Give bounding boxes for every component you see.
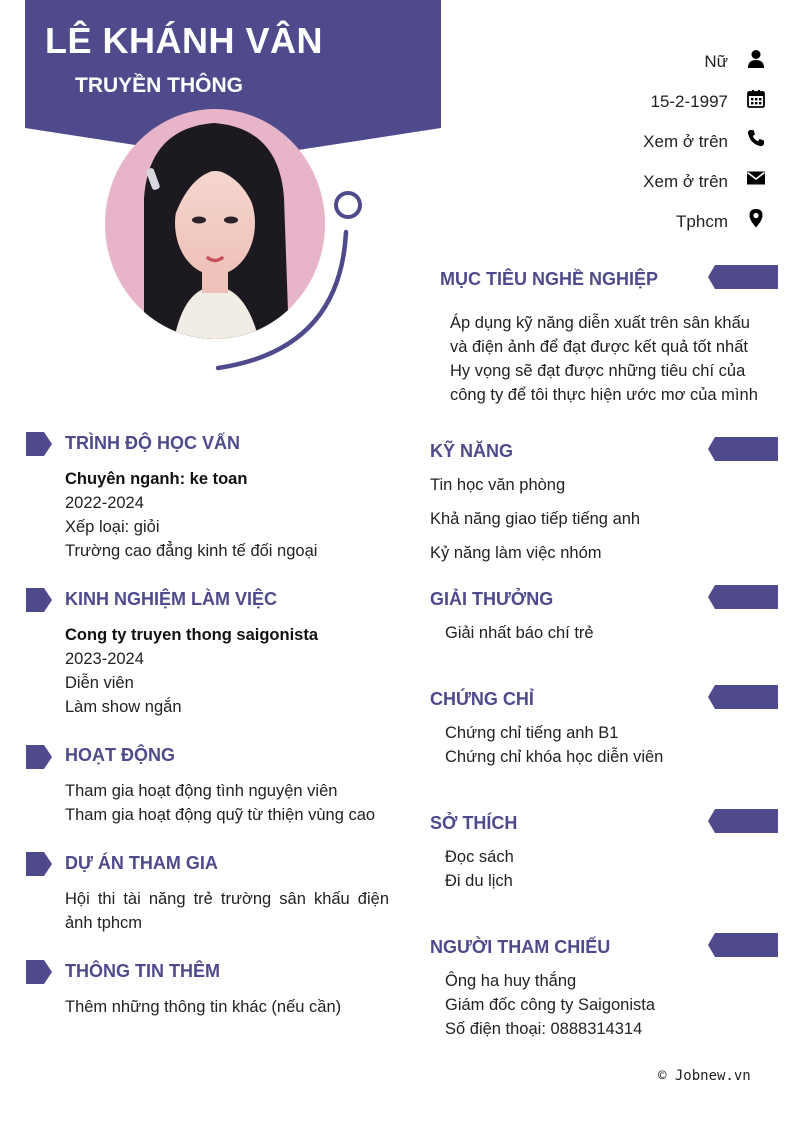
certificates-heading: CHỨNG CHỈ: [430, 689, 534, 709]
education-school: Trường cao đẳng kinh tế đối ngoại: [65, 542, 318, 560]
reference-item: Ông ha huy thắng: [445, 972, 577, 990]
phone-icon: [746, 128, 766, 148]
candidate-title: TRUYỀN THÔNG: [75, 74, 243, 97]
experience-heading: KINH NGHIỆM LÀM VIỆC: [65, 589, 278, 609]
section-tag: [708, 933, 778, 957]
activity-item: Tham gia hoạt động tình nguyện viên: [65, 782, 338, 800]
experience-position: Diễn viên: [65, 674, 134, 692]
award-item: Giải nhất báo chí trẻ: [445, 624, 594, 642]
skill-item: Kỷ năng làm việc nhóm: [430, 544, 602, 562]
candidate-name: LÊ KHÁNH VÂN: [45, 20, 324, 61]
experience-content: [65, 623, 318, 719]
awards-heading: GIẢI THƯỞNG: [430, 589, 554, 609]
hobby-item: Đi du lịch: [445, 872, 513, 890]
activities-heading: HOẠT ĐỘNG: [65, 745, 175, 765]
mail-icon: [746, 168, 766, 188]
education-content: [65, 467, 317, 563]
objective-line: công ty để tôi thực hiện ước mơ của mình: [450, 386, 758, 404]
project-text: Hội thi tài năng trẻ trường sân khấu điện ảnh tphcm: [65, 890, 389, 932]
section-tag: [708, 685, 778, 709]
reference-item: Số điện thoại: 0888314314: [445, 1020, 643, 1038]
section-tag: [26, 745, 52, 769]
section-tag: [26, 588, 52, 612]
certificate-item: Chứng chỉ tiếng anh B1: [445, 724, 619, 742]
section-tag: [708, 809, 778, 833]
location-pin-icon: [746, 208, 766, 228]
skills-heading: KỸ NĂNG: [430, 441, 514, 461]
education-period: 2022-2024: [65, 494, 144, 512]
decorative-arc: [200, 180, 380, 380]
calendar-icon: [746, 89, 766, 109]
section-tag: [708, 437, 778, 461]
objective-heading: MỤC TIÊU NGHỀ NGHIỆP: [440, 269, 659, 289]
skill-item: Tin học văn phòng: [430, 476, 566, 494]
skill-item: Khả năng giao tiếp tiếng anh: [430, 510, 641, 528]
section-tag: [26, 960, 52, 984]
address-value: Tphcm: [676, 212, 728, 231]
hobby-item: Đọc sách: [445, 848, 514, 866]
hobbies-heading: SỞ THÍCH: [430, 813, 518, 833]
section-tag: [708, 265, 778, 289]
activities-content: [65, 779, 375, 827]
objective-line: Áp dụng kỹ năng diễn xuất trên sân khấu: [450, 314, 750, 332]
section-tag: [26, 852, 52, 876]
extra-text: Thêm những thông tin khác (nếu cần): [65, 998, 342, 1016]
education-major: Chuyên nganh: ke toan: [65, 470, 248, 488]
certificate-item: Chứng chỉ khóa học diễn viên: [445, 748, 664, 766]
section-tag: [26, 432, 52, 456]
activity-item: Tham gia hoạt động quỹ từ thiện vùng cao: [65, 806, 376, 824]
hobbies-content: [445, 845, 514, 893]
email-value: Xem ở trên: [643, 172, 728, 191]
objective-line: và điện ảnh để đạt được kết quả tốt nhất: [450, 338, 748, 356]
projects-heading: DỰ ÁN THAM GIA: [65, 853, 218, 873]
experience-period: 2023-2024: [65, 650, 144, 668]
education-heading: TRÌNH ĐỘ HỌC VẤN: [65, 433, 240, 453]
footer-credit: © Jobnew.vn: [658, 1068, 751, 1084]
extra-heading: THÔNG TIN THÊM: [65, 961, 220, 981]
phone-value: Xem ở trên: [643, 132, 728, 151]
gender-value: Nữ: [704, 52, 728, 71]
certificates-content: [445, 721, 663, 769]
person-icon: [746, 49, 766, 69]
objective-line: Hy vọng sẽ đạt được những tiêu chí của: [450, 362, 746, 380]
experience-description: Làm show ngắn: [65, 698, 182, 716]
objective-text: [450, 311, 758, 407]
education-grade: Xếp loại: giỏi: [65, 518, 160, 536]
references-content: [445, 969, 655, 1041]
reference-item: Giám đốc công ty Saigonista: [445, 996, 656, 1014]
experience-company: Cong ty truyen thong saigonista: [65, 626, 319, 644]
birthday-value: 15-2-1997: [650, 92, 728, 111]
references-heading: NGƯỜI THAM CHIẾU: [430, 937, 611, 957]
section-tag: [708, 585, 778, 609]
